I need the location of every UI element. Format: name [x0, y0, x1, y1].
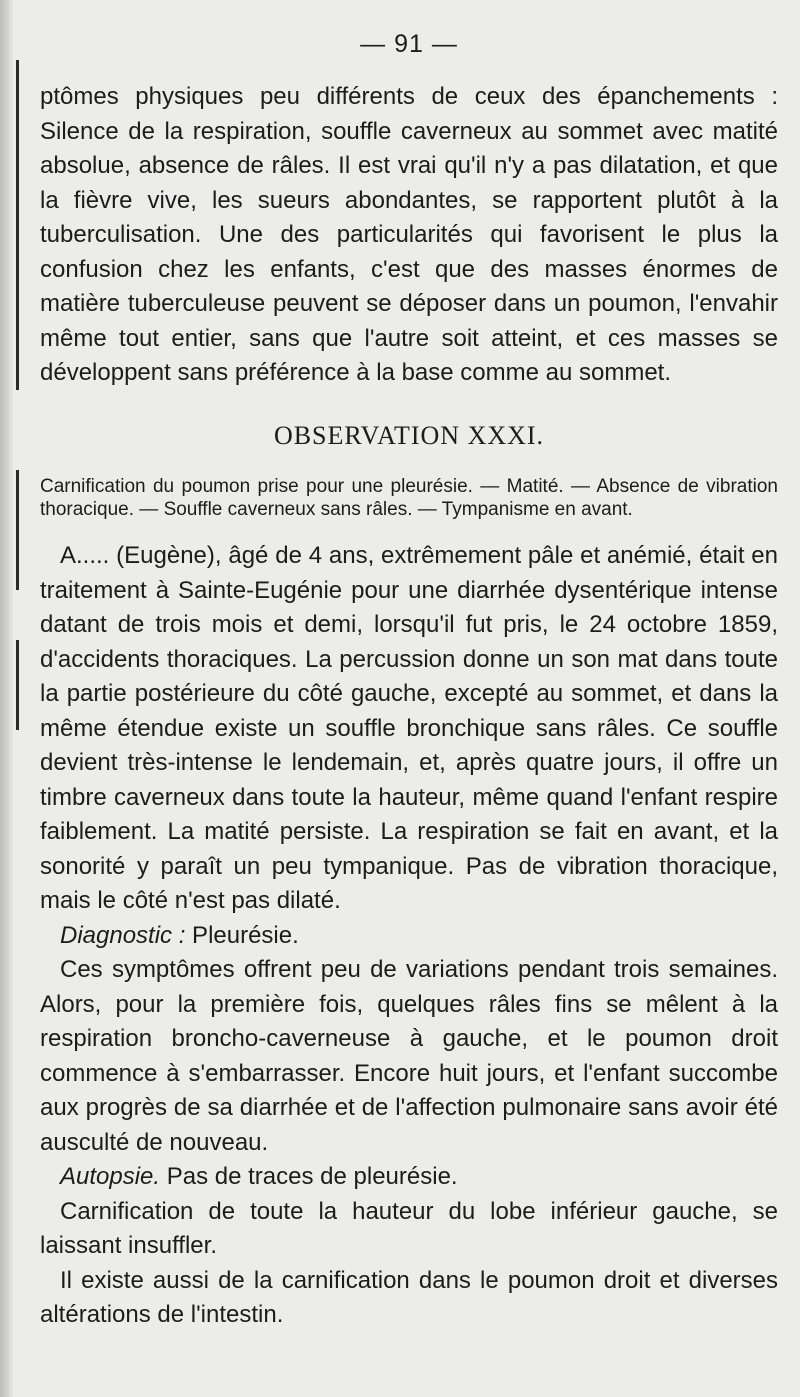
findings-paragraph: Carnification de toute la hauteur du lobe inférieur gauche, se laissant insuffler. — [40, 1197, 778, 1259]
observation-title: OBSERVATION XXXI. — [273, 420, 545, 450]
final-paragraph: Il existe aussi de la carnification dans le poumon droit et diverses altérations de l'intestin. — [40, 1266, 778, 1328]
diagnostic-label: Diagnostic : — [60, 921, 186, 949]
page-body — [40, 80, 778, 1333]
page-number: — 91 — — [360, 30, 458, 58]
gutter-mark — [16, 470, 19, 590]
autopsy-label: Autopsie. — [60, 1163, 161, 1190]
diagnostic-line — [40, 919, 778, 954]
gutter-mark — [16, 640, 19, 730]
autopsy-text: Pas de traces de pleurésie. — [160, 1163, 458, 1190]
evolution-paragraph: Ces symptômes offrent peu de variations pendant trois semaines. Alors, pour la première fois, quelques râles fins se mêlent à la respiration broncho-caverneuse à gauche, et le poumon droit commence à s'embarrasser. Encore huit jours, et l'enfant succombe aux progrès de sa diarrhée et de l'affection pulmonaire sans avoir été ausculté de nouveau. — [40, 956, 778, 1156]
autopsy-line — [40, 1160, 778, 1195]
page-binding-edge — [0, 0, 14, 1397]
observation-summary: Carnification du poumon prise pour une pleurésie. — Matité. — Absence de vibration thoracique. — Souffle caverneux sans râles. — Tympanisme en avant. — [40, 476, 778, 520]
diagnostic-text: Pleurésie. — [185, 921, 299, 949]
intro-paragraph: ptômes physiques peu différents de ceux des épanchements : Silence de la respiration, souffle caverneux au sommet avec matité absolue, absence de râles. Il est vrai qu'il n'y a pas dilatation, et que la fièvre vive, les sueurs abondantes, se rapportent plutôt à la tuberculisation. Une des particularités qui favorisent le plus la confusion chez les enfants, c'est que des masses énormes de matière tuberculeuse peuvent se déposer dans un poumon, l'envahir même tout entier, sans que l'autre soit atteint, et ces masses se développent sans préférence à la base comme au sommet. — [40, 83, 778, 386]
case-paragraph: A..... (Eugène), âgé de 4 ans, extrêmement pâle et anémié, était en traitement à Sainte-Eugénie pour une diarrhée dysentérique intense datant de trois mois et demi, lorsqu'il fut pris, le 24 octobre 1859, d'accidents thoraciques. La percussion donne un son mat dans toute la partie postérieure du côté gauche, excepté au sommet, et dans la même étendue existe un souffle bronchique sans râles. Ce souffle devient très-intense le lendemain, et, après quatre jours, il offre un timbre caverneux dans toute la hauteur, même quand l'enfant respire faiblement. La matité persiste. La respiration se fait en avant, et la sonorité y paraît un peu tympanique. Pas de vibration thoracique, mais le côté n'est pas dilaté. — [40, 542, 778, 914]
gutter-mark — [16, 60, 19, 390]
